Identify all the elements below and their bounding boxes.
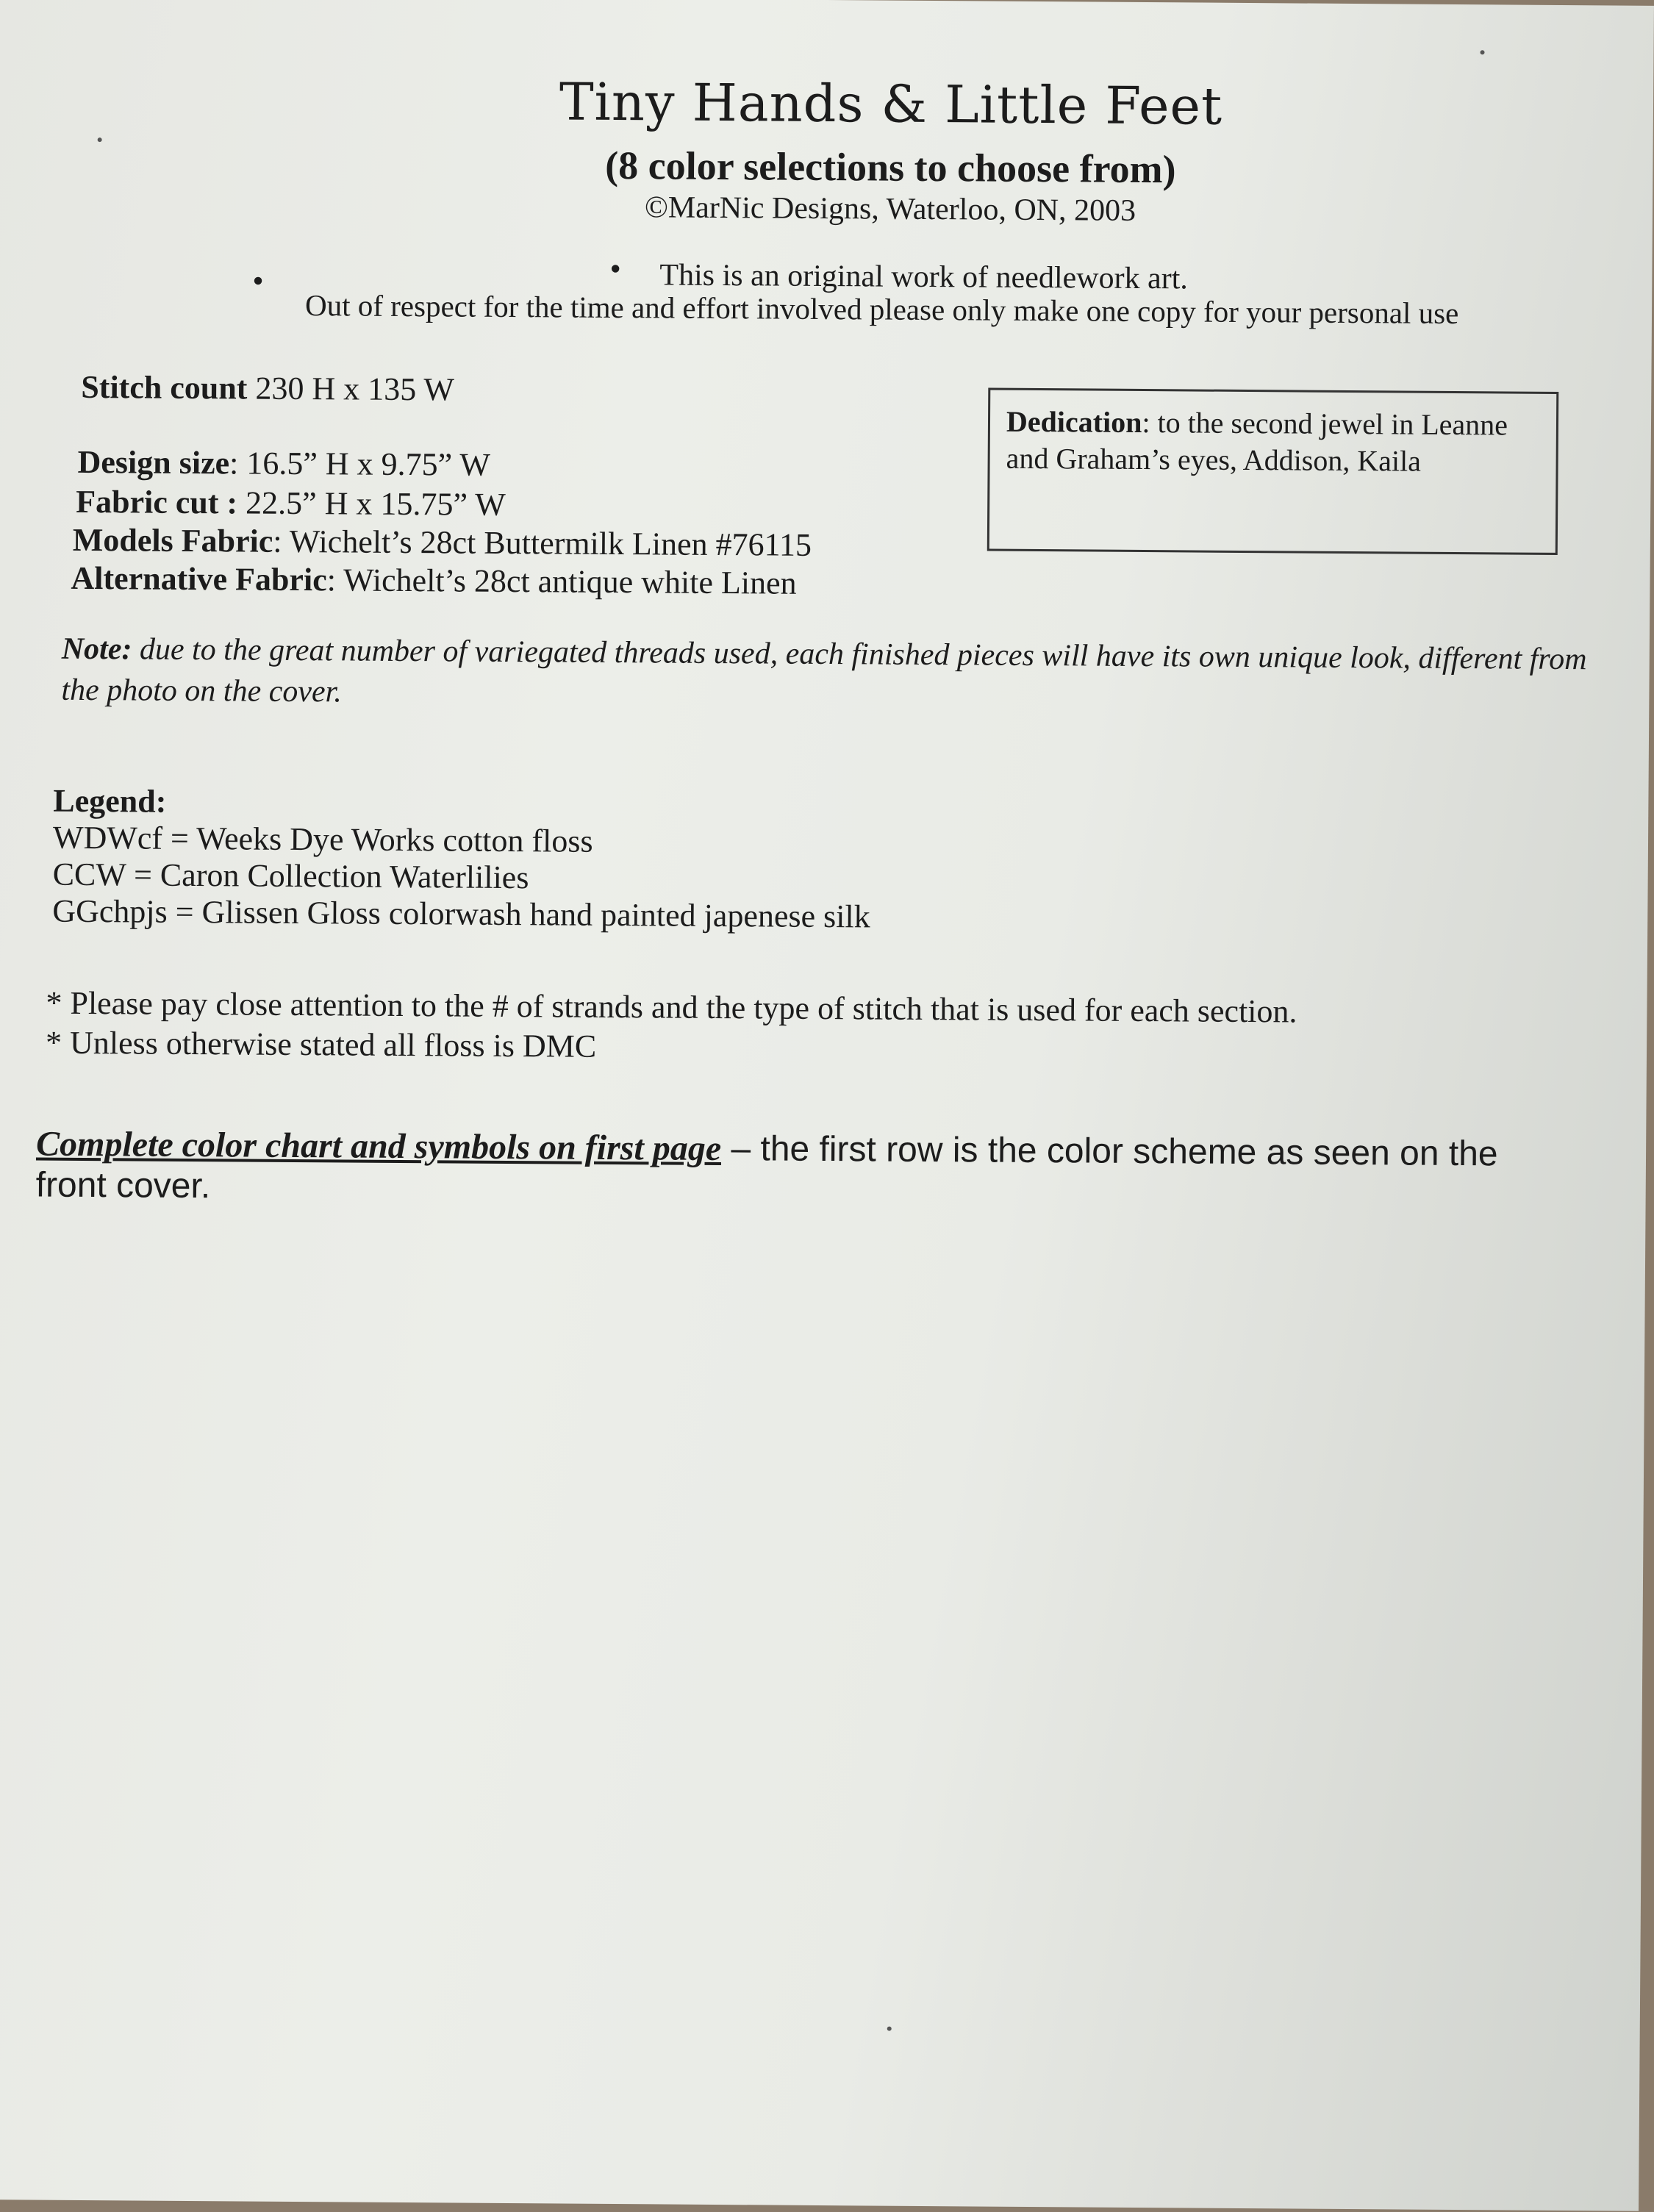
paper-speck (887, 2027, 892, 2031)
page-title: Tiny Hands & Little Feet (559, 71, 1223, 137)
legend-title: Legend: (53, 782, 167, 820)
fabric-cut-label: Fabric cut : (76, 483, 238, 521)
closing-text-end: front cover. (35, 1165, 211, 1206)
design-size (77, 443, 490, 484)
stitch-count-label: Stitch count (81, 368, 248, 407)
note-label: Note: (61, 631, 132, 667)
stitch-count (81, 368, 454, 409)
paper-speck (1481, 50, 1485, 54)
alternative-fabric-label: Alternative Fabric (71, 559, 327, 598)
bullet-icon: • (609, 250, 622, 287)
models-fabric (73, 521, 812, 564)
fabric-cut (76, 483, 506, 523)
design-size-value: : 16.5” H x 9.75” W (229, 445, 491, 483)
copyright-line: ©MarNic Designs, Waterloo, ON, 2003 (644, 190, 1136, 228)
dedication-label: Dedication (1006, 404, 1142, 440)
closing-paragraph (36, 1124, 1498, 1217)
notice-copy-respect: Out of respect for the time and effort involved please only make one copy for your personal use (304, 288, 1459, 331)
closing-text: – the first row is the color scheme as seen on the (720, 1129, 1498, 1174)
bullet-icon: • (252, 262, 264, 299)
remark-strands: * Please pay close attention to the # of strands and the type of stitch that is used for each section. (46, 984, 1297, 1030)
legend-item: CCW = Caron Collection Waterlilies (52, 856, 529, 896)
remark-dmc: * Unless otherwise stated all floss is DMC (45, 1024, 597, 1064)
alternative-fabric-value: : Wichelt’s 28ct antique white Linen (326, 562, 797, 601)
legend-section (52, 783, 871, 936)
note-text-end: the photo on the cover. (61, 673, 342, 709)
fabric-cut-value: 22.5” H x 15.75” W (245, 484, 506, 523)
legend-item: GGchpjs = Glissen Gloss colorwash hand painted japenese silk (52, 892, 870, 935)
page-subtitle: (8 color selections to choose from) (605, 143, 1176, 192)
models-fabric-value: : Wichelt’s 28ct Buttermilk Linen #76115 (273, 523, 812, 563)
design-size-label: Design size (77, 443, 230, 482)
color-chart-reference: Complete color chart and symbols on first page (35, 1124, 722, 1169)
alternative-fabric (71, 559, 796, 602)
legend-item: WDWcf = Weeks Dye Works cotton floss (52, 819, 593, 859)
dedication-text: : to the second jewel in Leanne and Graham’s eyes, Addison, Kaila (1006, 406, 1508, 478)
models-fabric-label: Models Fabric (72, 521, 273, 559)
stitch-count-value: 230 H x 135 W (255, 370, 455, 408)
paper-speck (98, 137, 102, 142)
notice-original-work: This is an original work of needlework art. (659, 258, 1189, 296)
note-paragraph (61, 629, 1650, 722)
note-text: due to the great number of variegated threads used, each finished pieces will have its own unique look, different from (132, 632, 1587, 677)
dedication-box (987, 388, 1559, 555)
